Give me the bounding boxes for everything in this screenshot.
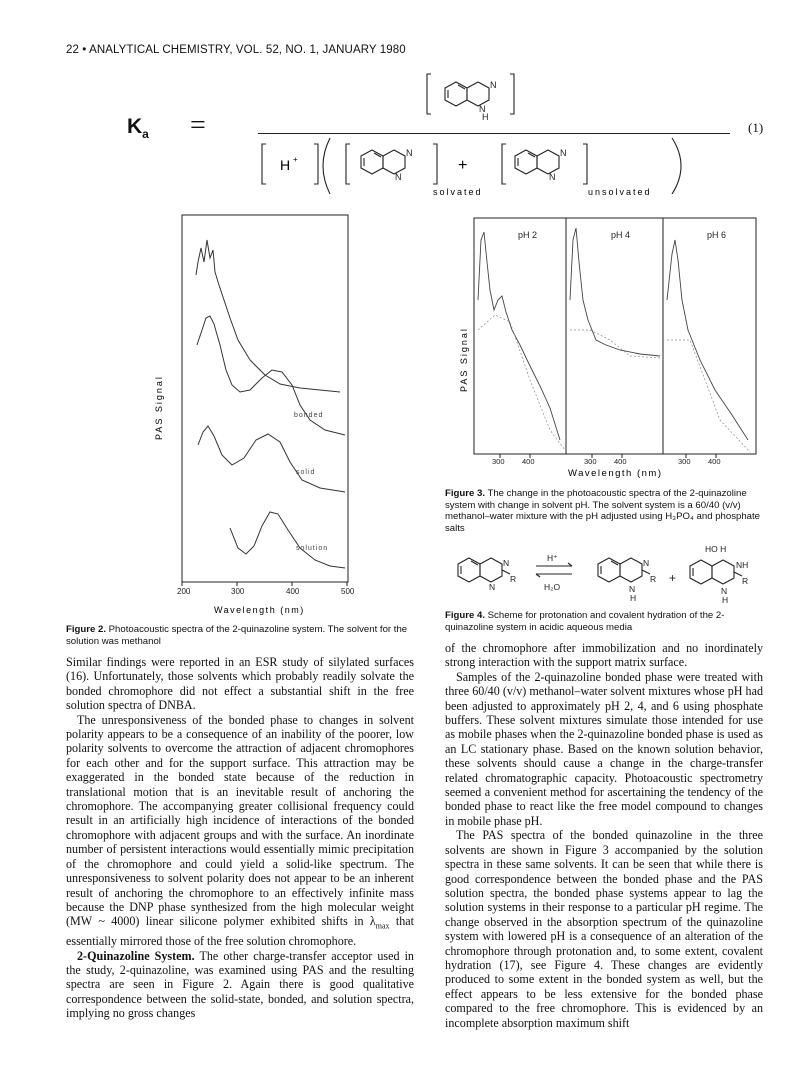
eq-num-H: H bbox=[482, 112, 489, 122]
fig2-label-solution: solution bbox=[296, 545, 329, 552]
eq-sol-N: N bbox=[406, 148, 413, 158]
left-paragraph-2: The unresponsiveness of the bonded phase to changes in solvent polarity appears to be a consequence of an inability of the poorer, low polarity solvents to overcome the attraction of adjacent chromophores for each other and for the support surface. This attraction may be exaggerated in the bonded state because of the reduction in translational motion that is an inevitable result of anchoring the chromophore. The accompanying greater collisional frequency could result in an artificially high incidence of interactions of the bonded chromophore with adjacent groups and with the surface. An inordinate number of persistent interactions would essentially mimic precipitation of the chromophore and could yield a solid-like spectrum. The unresponsiveness to solvent polarity does not appear to be an inherent result of anchoring the chromophore to an effectively infinite mass because the DNP phase synthesized from the high molecular weight (MW ~ 4000) linear silicone polymer exhibited shifts in $\lambda_{max}$ that essentially mirrored those of the free solution chromophore. bbox=[66, 712, 414, 949]
fig3-panel-ph6: pH 6 bbox=[707, 230, 727, 240]
fig2-ylabel: PAS Signal bbox=[154, 375, 164, 440]
eq-uns-N: N bbox=[560, 148, 567, 158]
fig3-xtick-300c: 300 bbox=[678, 457, 691, 466]
eq-num-N2: N bbox=[479, 104, 486, 114]
equation-equals: = bbox=[190, 110, 206, 141]
section-heading-quinazoline: 2-Quinazoline System. bbox=[77, 948, 195, 963]
equation-lhs: $K_a$ bbox=[127, 115, 149, 142]
fig4-N1: N bbox=[503, 558, 510, 568]
right-paragraph-1: of the chromophore after immobilization and no inordinately strong interaction with the support matrix surface. bbox=[445, 641, 763, 670]
fig4-caption-label: Figure 4. bbox=[445, 610, 485, 621]
fig3-xtick-300b: 300 bbox=[584, 457, 597, 466]
fig4-N3: N bbox=[721, 586, 728, 596]
fig3-xlabel: Wavelength (nm) bbox=[568, 468, 663, 479]
fig4-H3: H bbox=[722, 595, 729, 605]
equation-number: (1) bbox=[748, 120, 764, 135]
fig4-R2: R bbox=[650, 574, 657, 584]
fig4-N2b: N bbox=[629, 584, 636, 594]
fig3-xtick-400b: 400 bbox=[614, 457, 627, 466]
fig4-reagent-bottom: H₂O bbox=[544, 582, 561, 592]
figure-4-caption bbox=[445, 610, 763, 633]
left-paragraph-1: Similar findings were reported in an ESR study of silylated surfaces (16). Unfortunately, those solvents which probably readily solvate the bonded chromophore did not effect a substantial shift in the free solution spectra of DNBA. bbox=[66, 655, 414, 713]
fig2-xlabel: Wavelength (nm) bbox=[214, 605, 305, 615]
fig3-panel-ph4: pH 4 bbox=[611, 230, 631, 240]
fig4-R3: R bbox=[742, 576, 749, 586]
running-head: 22 • ANALYTICAL CHEMISTRY, VOL. 52, NO. 1, JANUARY 1980 bbox=[66, 44, 406, 56]
fig2-label-solid: solid bbox=[296, 469, 316, 476]
svg-text:+: + bbox=[293, 155, 298, 164]
fig2-xtick-500: 500 bbox=[341, 587, 355, 596]
fig3-ylabel: PAS Signal bbox=[459, 327, 469, 392]
eq-plus: + bbox=[458, 157, 468, 174]
left-column bbox=[66, 655, 414, 1021]
fig2-xtick-200: 200 bbox=[177, 587, 191, 596]
eq-sol-N2: N bbox=[395, 172, 402, 182]
fig3-xtick-300a: 300 bbox=[492, 457, 505, 466]
fig4-N1b: N bbox=[489, 582, 496, 592]
fig3-caption-text: The change in the photoacoustic spectra of the 2-quinazoline system with change in solvent pH. The solvent system is a 60/40 (v/v) methanol–water mixture with the pH adjusted using H₃PO₄ and phosphate salts bbox=[445, 488, 761, 534]
fig3-xtick-400c: 400 bbox=[708, 457, 721, 466]
fig3-caption-label: Figure 3. bbox=[445, 488, 485, 499]
right-column bbox=[445, 641, 763, 1030]
fig4-NH: NH bbox=[736, 560, 749, 570]
fig4-caption-text: Scheme for protonation and covalent hydration of the 2-quinazoline system in acidic aqueous media bbox=[445, 610, 725, 633]
fig4-ho-h: HO H bbox=[705, 544, 727, 554]
fig2-label-bonded: bonded bbox=[294, 412, 324, 419]
fig4-H2: H bbox=[630, 593, 637, 603]
eq-label-unsolvated: unsolvated bbox=[588, 187, 652, 197]
left-paragraph-3: 2-Quinazoline System. The other charge-transfer acceptor used in the study, 2-quinazoline, was examined using PAS and the resulting spectra are seen in Figure 2. Again there is good qualitative correspondence between the solid-state, bonded, and solution spectra, implying no gross changes bbox=[66, 948, 414, 1021]
fig2-xtick-300: 300 bbox=[231, 587, 245, 596]
fig4-reagent-top: H⁺ bbox=[547, 553, 558, 563]
eq-num-N: N bbox=[490, 80, 497, 90]
fig3-xtick-400a: 400 bbox=[522, 457, 535, 466]
fig4-N2: N bbox=[643, 558, 650, 568]
right-paragraph-3: The PAS spectra of the bonded quinazoline in the three solvents are shown in Figure 3 accompanied by the solution spectra in these same solvents. It can be seen that while there is good correspondence between the bonded phase and the PAS solution spectra, the bonded phase systems appear to lag the solution systems in their response to a particular pH regime. The change observed in the absorption spectrum of the quinazoline system with lowered pH is a consequence of an alteration of the chromophore through protonation and, to some extent, covalent hydration (17), see Figure 4. These changes are evidently produced to some extent in the bonded system as well, but the effect appears to be less extensive for the bonded phase compared to the free chromophore. This is evidenced by an incomplete absorption maximum shift bbox=[445, 828, 763, 1030]
right-paragraph-2: Samples of the 2-quinazoline bonded phase were treated with three 60/40 (v/v) methanol–water solvent mixtures whose pH had been adjusted to approximately pH 2, 4, and 6 using phosphate buffers. These solvent mixtures simulate those intended for use as mobile phases when the 2-quinazoline bonded phase is used as an LC stationary phase. Based on the known solution behavior, these solvents should cause a change in the charge-transfer related chromatographic capacity. Photoacoustic spectrometry seemed a convenient method for ascertaining the tendency of the bonded phase to react like the free model compound to changes in mobile phase pH. bbox=[445, 669, 763, 828]
fig4-R1: R bbox=[510, 574, 517, 584]
eq-proton: H bbox=[280, 157, 291, 173]
eq-label-solvated: solvated bbox=[433, 187, 483, 197]
fig4-plus: + bbox=[669, 571, 677, 585]
fig3-panel-ph2: pH 2 bbox=[518, 230, 538, 240]
fig2-caption-text: Photoacoustic spectra of the 2-quinazoline system. The solvent for the solution was methanol bbox=[66, 624, 408, 647]
fig2-caption-label: Figure 2. bbox=[66, 624, 106, 635]
fig2-xtick-400: 400 bbox=[286, 587, 300, 596]
eq-uns-N2: N bbox=[549, 172, 556, 182]
